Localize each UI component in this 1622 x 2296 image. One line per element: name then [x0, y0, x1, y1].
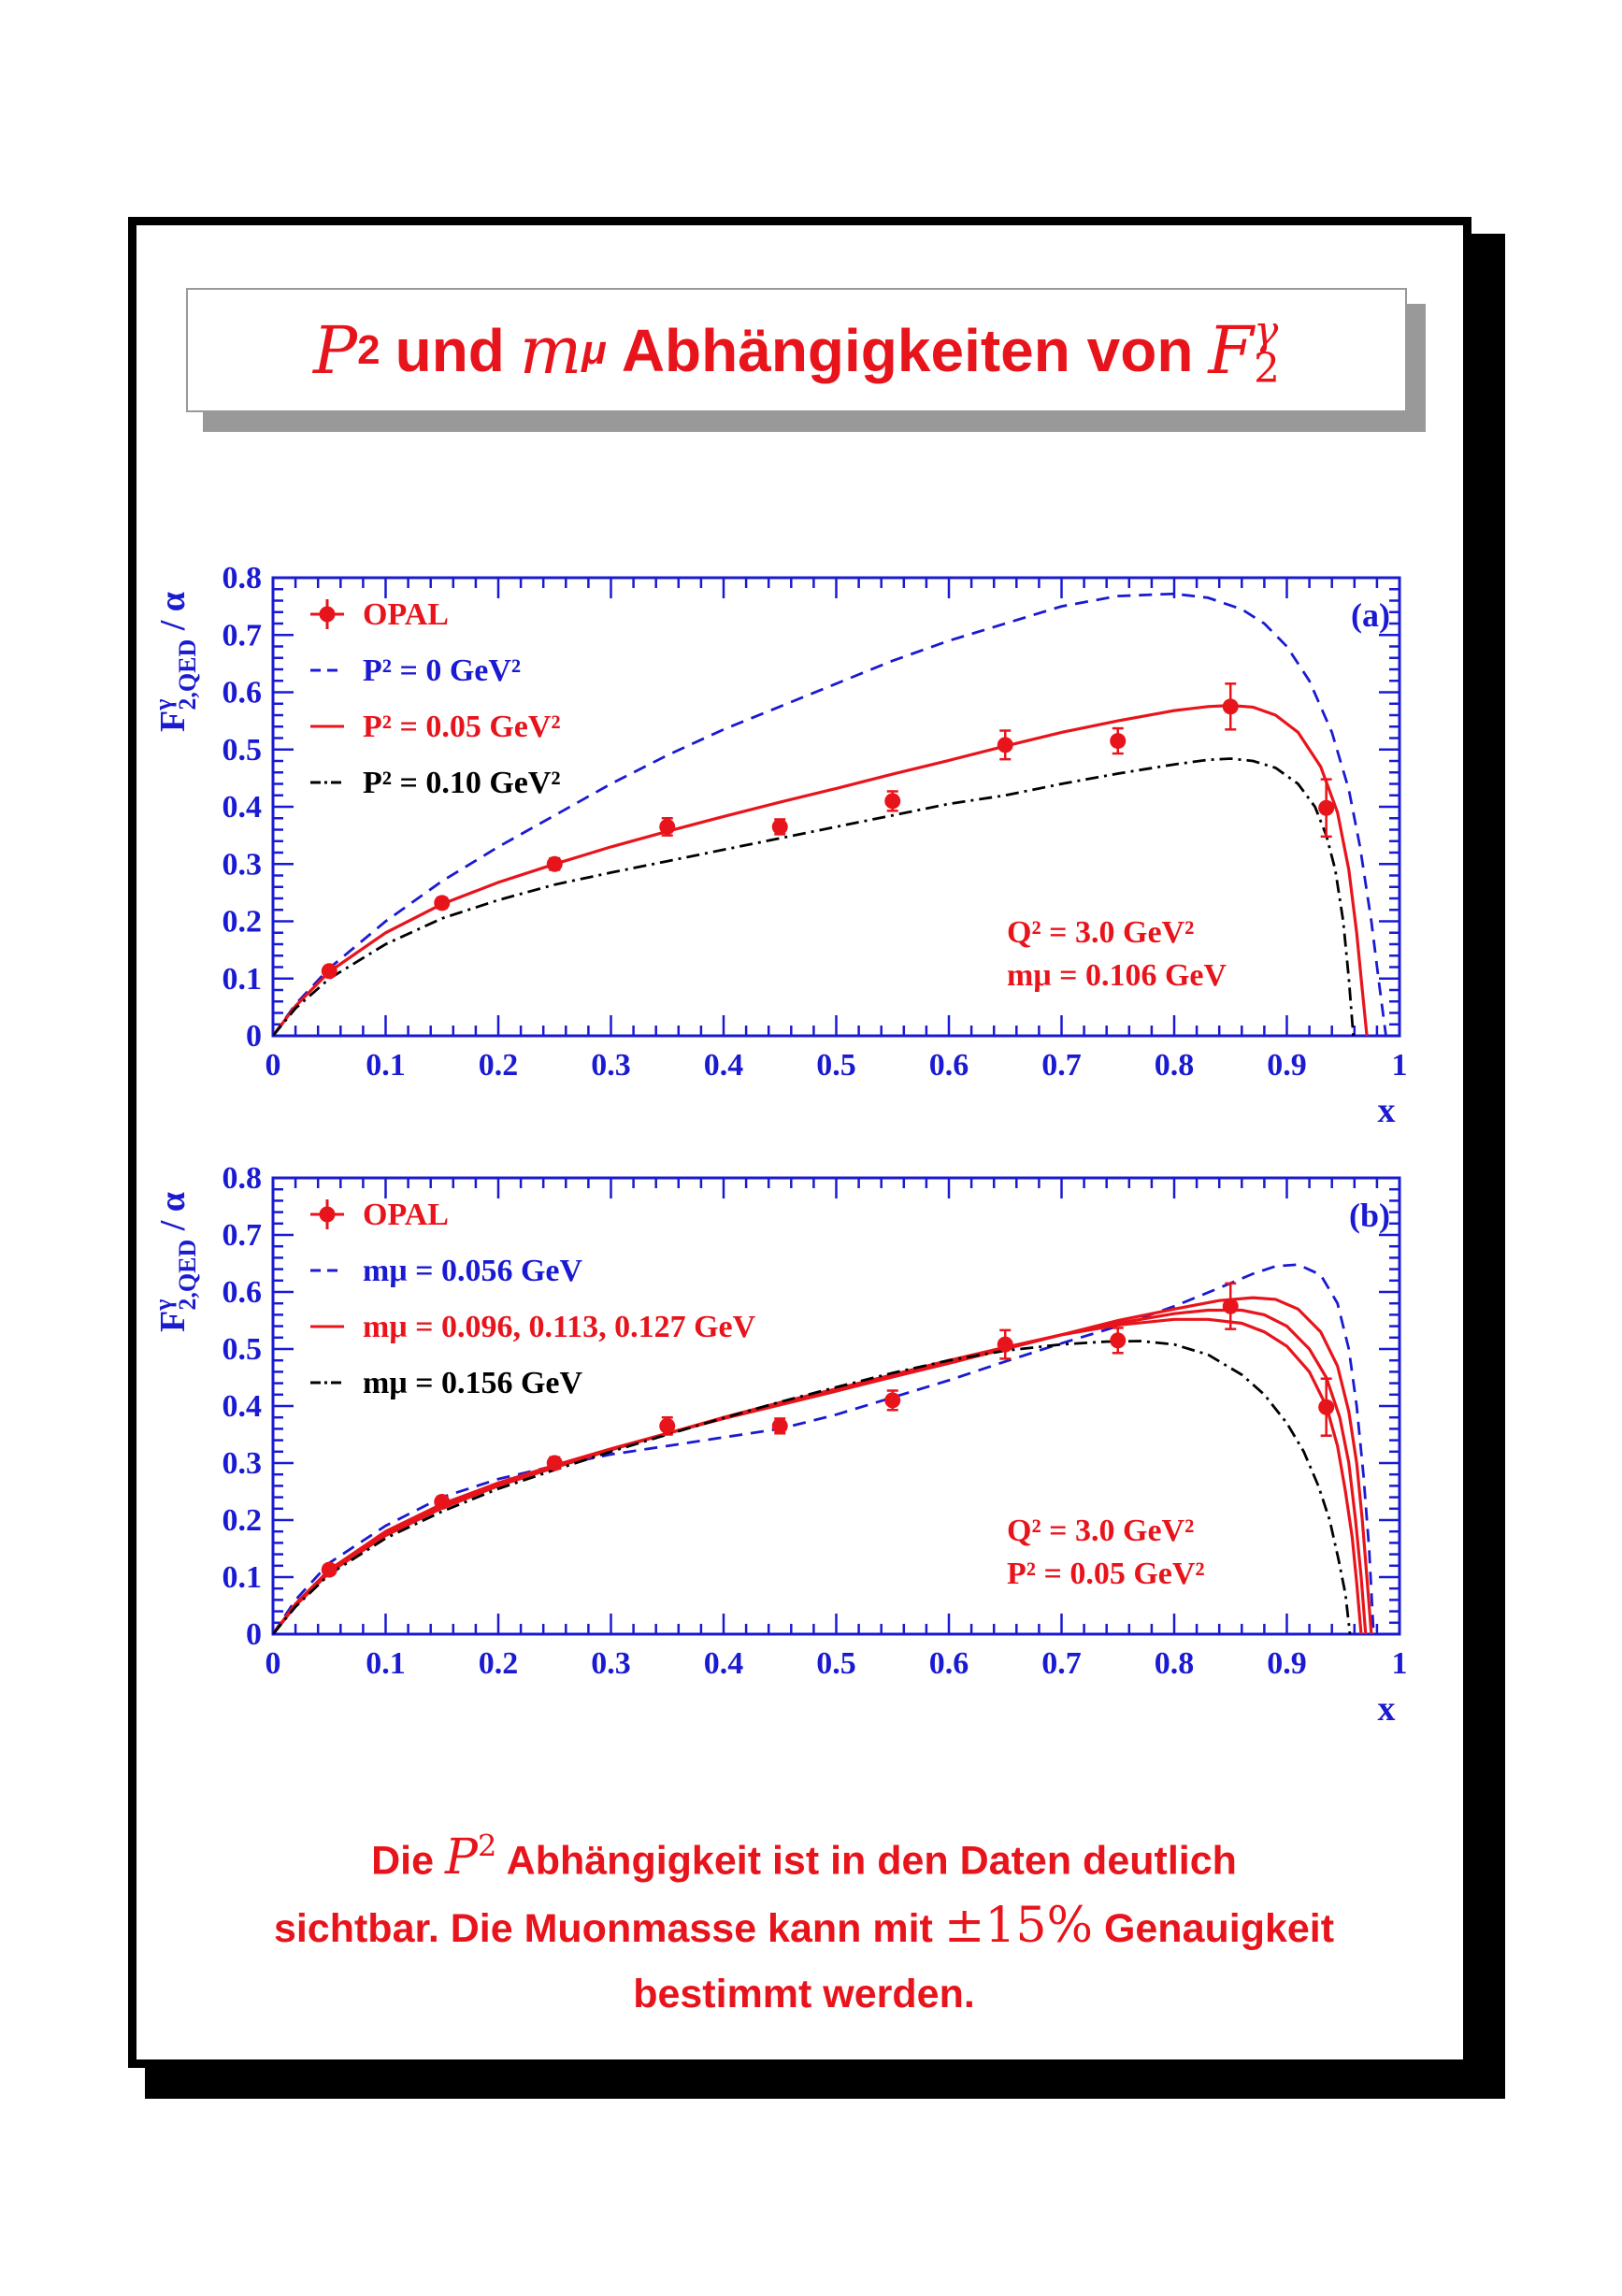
title-sub-two: 2: [1253, 344, 1280, 393]
y-tick-label: 0.7: [222, 618, 262, 653]
y-tick-label: 0.8: [222, 1161, 262, 1196]
y-tick-label: 0.4: [222, 1389, 262, 1424]
x-tick-label: 0.6: [928, 1048, 969, 1083]
caption-line-3: bestimmt werden.: [633, 1972, 975, 2017]
data-point: [322, 1562, 337, 1578]
title-word-rest: Abhängigkeiten von: [621, 316, 1194, 384]
x-tick-label: 0.8: [1154, 1048, 1195, 1083]
legend-label: P² = 0.10 GeV²: [363, 766, 561, 800]
data-point: [547, 1456, 563, 1471]
data-point: [322, 963, 337, 979]
annotation-text: Q² = 3.0 GeV²: [1007, 1514, 1195, 1548]
data-point: [998, 1337, 1013, 1353]
x-tick-label: 0.5: [816, 1048, 856, 1083]
title-sup-gamma: γ: [1253, 307, 1279, 355]
data-point: [1110, 1332, 1126, 1348]
x-tick-label: 0.2: [478, 1646, 519, 1681]
legend-label: OPAL: [363, 597, 449, 632]
data-point: [434, 1494, 450, 1510]
x-tick-label: 0.4: [703, 1048, 744, 1083]
title-var-f: F: [1208, 311, 1254, 389]
legend-marker: [320, 607, 336, 623]
caption-line2-suffix: Genauigkeit: [1103, 1906, 1335, 1952]
data-point: [434, 895, 450, 911]
caption-line2-prefix: sichtbar. Die Muonmasse kann mit: [273, 1906, 933, 1952]
y-tick-label: 0.6: [222, 1275, 262, 1310]
y-tick-label: 0.5: [222, 1332, 262, 1367]
x-tick-label: 0.3: [591, 1048, 631, 1083]
plot-frame: [273, 578, 1400, 1036]
y-tick-label: 0.1: [222, 961, 262, 997]
x-tick-label: 0.9: [1267, 1048, 1307, 1083]
x-tick-label: 0: [265, 1646, 281, 1681]
series-line: [273, 1298, 1371, 1634]
caption-line2-pm: ±15%: [943, 1898, 1093, 1955]
x-tick-label: 1: [1391, 1646, 1408, 1681]
data-point: [1318, 1399, 1334, 1415]
legend-label: mμ = 0.156 GeV: [363, 1366, 583, 1400]
x-tick-label: 0.7: [1041, 1646, 1082, 1681]
legend-label: P² = 0.05 GeV²: [363, 710, 561, 744]
caption-line-1: [150, 1814, 1458, 1893]
y-tick-label: 0: [246, 1019, 262, 1054]
legend-label: P² = 0 GeV²: [363, 653, 522, 688]
title-sub-mu: μ: [581, 326, 607, 373]
x-tick-label: 0.4: [703, 1646, 744, 1681]
caption-line1-var: $P^2$: [444, 1829, 497, 1887]
data-point: [772, 1418, 788, 1434]
x-tick-label: 0.7: [1041, 1048, 1082, 1083]
caption: [150, 1814, 1458, 2027]
y-axis-label: $F^\gamma 2,QED$ / α: [150, 592, 201, 732]
data-point: [659, 1418, 675, 1434]
y-tick-label: 0.2: [222, 904, 262, 940]
annotation-text: Q² = 3.0 GeV²: [1007, 915, 1195, 950]
legend-label: mμ = 0.096, 0.113, 0.127 GeV: [363, 1310, 756, 1344]
x-axis-label: x: [1377, 1689, 1396, 1729]
data-point: [547, 856, 563, 872]
x-axis-label: x: [1377, 1091, 1396, 1130]
caption-line-2: [150, 1893, 1458, 1961]
title-word-und: und: [395, 316, 505, 384]
legend-label: OPAL: [363, 1198, 449, 1232]
data-point: [884, 793, 900, 809]
y-tick-label: 0.8: [222, 561, 262, 596]
annotation-text: P² = 0.05 GeV²: [1007, 1557, 1205, 1591]
plot-frame: [273, 1178, 1400, 1634]
panel-label: (a): [1351, 596, 1390, 634]
data-point: [1223, 1299, 1239, 1314]
chart-panel-b: [150, 1161, 1408, 1729]
x-tick-label: 1: [1391, 1048, 1408, 1083]
data-point: [884, 1392, 900, 1408]
x-tick-label: 0.1: [366, 1646, 406, 1681]
caption-line1-prefix: Die: [371, 1838, 434, 1884]
y-tick-label: 0.1: [222, 1560, 262, 1595]
y-tick-label: 0.3: [222, 847, 262, 883]
caption-line1-suffix: Abhängigkeit ist in den Daten deutlich: [506, 1838, 1237, 1884]
data-point: [1318, 800, 1334, 816]
x-tick-label: 0.5: [816, 1646, 856, 1681]
y-tick-label: 0.2: [222, 1503, 262, 1538]
y-tick-label: 0: [246, 1617, 262, 1652]
y-tick-label: 0.5: [222, 732, 262, 768]
y-tick-label: 0.4: [222, 790, 262, 825]
title-var-p: P: [313, 311, 358, 389]
data-point: [659, 819, 675, 835]
data-point: [772, 819, 788, 835]
title-sup-p: 2: [357, 326, 380, 373]
data-point: [1223, 698, 1239, 714]
y-tick-label: 0.3: [222, 1446, 262, 1481]
legend-marker: [320, 1207, 336, 1223]
x-tick-label: 0.9: [1267, 1646, 1307, 1681]
x-tick-label: 0.6: [928, 1646, 969, 1681]
chart-panel-a: [150, 561, 1408, 1130]
x-tick-label: 0.8: [1154, 1646, 1195, 1681]
data-point: [998, 737, 1013, 753]
x-tick-label: 0.3: [591, 1646, 631, 1681]
title-var-m: m: [519, 311, 582, 389]
x-tick-label: 0.1: [366, 1048, 406, 1083]
annotation-text: mμ = 0.106 GeV: [1007, 958, 1227, 993]
y-tick-label: 0.7: [222, 1218, 262, 1253]
x-tick-label: 0.2: [478, 1048, 519, 1083]
legend-label: mμ = 0.056 GeV: [363, 1254, 583, 1288]
x-tick-label: 0: [265, 1048, 281, 1083]
y-tick-label: 0.6: [222, 675, 262, 710]
panel-label: (b): [1349, 1197, 1390, 1234]
data-point: [1110, 733, 1126, 749]
y-axis-label: $F^\gamma 2,QED$ / α: [150, 1192, 201, 1332]
